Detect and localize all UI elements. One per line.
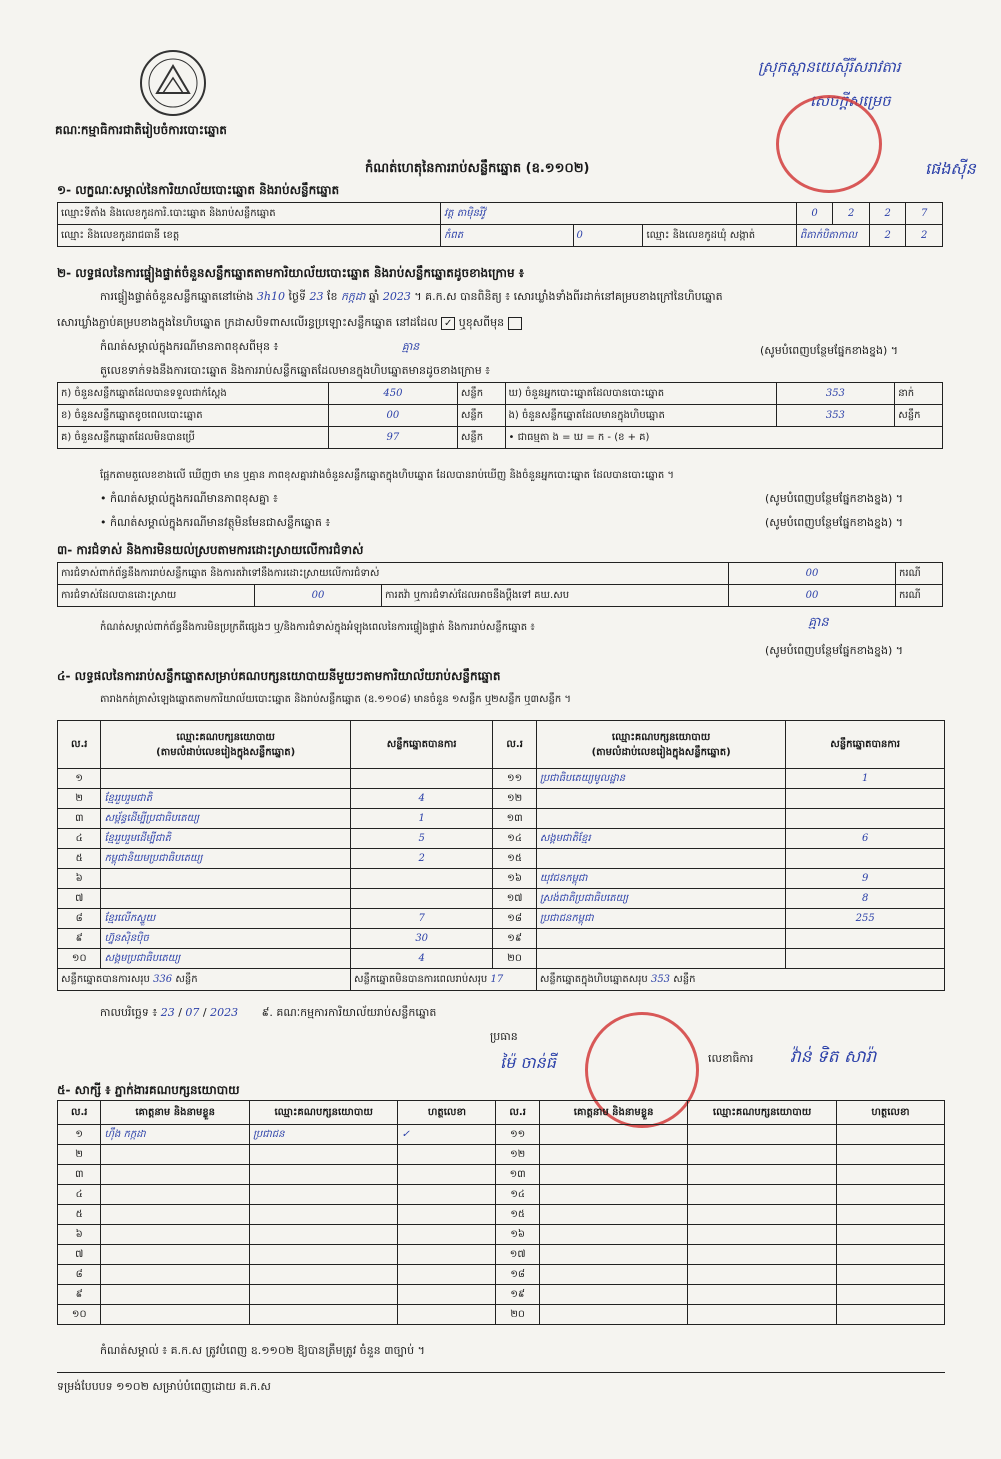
verification-time: 3h10 <box>256 290 285 303</box>
secretary-label: លេខាធិការ <box>708 1052 754 1065</box>
col-party-header <box>536 721 786 769</box>
result-row <box>58 849 945 869</box>
row-number: ២ <box>58 789 101 809</box>
col-party-header <box>101 721 351 769</box>
row-number: ២ <box>58 1145 101 1165</box>
figure-value: 00 <box>328 405 457 427</box>
verification-time-label: ការផ្ទៀងផ្ទាត់ចំនួនសន្លឹកឆ្នោតនៅម៉ោង <box>100 290 254 303</box>
witness-party <box>249 1245 398 1265</box>
witness-row <box>58 1185 945 1205</box>
witness-name <box>539 1185 688 1205</box>
vote-count <box>350 869 492 889</box>
official-stamp-top <box>776 95 882 193</box>
witness-name <box>101 1265 250 1285</box>
verification-day-label: ថ្ងៃទី <box>288 290 306 303</box>
col-no-header: ល.រ <box>493 721 536 769</box>
result-row <box>58 809 945 829</box>
code-digit: 2 <box>833 203 870 225</box>
section-1-table <box>57 202 943 247</box>
witness-name <box>101 1245 250 1265</box>
witness-party <box>249 1165 398 1185</box>
row-number: ៤ <box>58 829 101 849</box>
witness-signature <box>398 1225 496 1245</box>
changed-checkbox[interactable] <box>508 317 522 330</box>
polling-station-value: វត្ត តាម៉ិនរីវ៉ូ <box>441 203 797 225</box>
row-number: ១៨ <box>493 909 536 929</box>
witness-name <box>539 1205 688 1225</box>
party-name: ខ្មែររួបរួមជាតិ <box>101 789 351 809</box>
witness-party <box>688 1285 837 1305</box>
witness-row <box>58 1285 945 1305</box>
sum-box-cell <box>536 969 944 991</box>
party-header-text: ឈ្មោះគណបក្សនយោបាយ <box>176 731 275 743</box>
witness-name <box>539 1245 688 1265</box>
witness-signature <box>836 1305 944 1325</box>
figure-label: ខ) ចំនួនសន្លឹកឆ្នោតខូចពេលបោះឆ្នោត <box>58 405 329 427</box>
witness-name <box>539 1165 688 1185</box>
witness-party <box>688 1165 837 1185</box>
appeal-unit: ករណី <box>896 585 943 607</box>
vote-count <box>350 889 492 909</box>
figure-value: 353 <box>776 405 895 427</box>
witness-row <box>58 1225 945 1245</box>
row-number: ១២ <box>493 789 536 809</box>
foreign-object-note: • កំណត់សម្គាល់ក្នុងករណីមានវត្ថុមិនមែនជាសន្លឹកឆ្នោត ៖ <box>100 516 331 529</box>
province-value: កំពត <box>441 225 574 247</box>
sum-unit: សន្លឹក <box>175 974 198 985</box>
witness-party <box>688 1225 837 1245</box>
vote-count: 6 <box>786 829 945 849</box>
witness-signature <box>398 1145 496 1165</box>
code-digit: 0 <box>796 203 833 225</box>
figures-row <box>58 427 943 449</box>
tally-sheet-note: តារាងកត់ត្រាសំឡេងឆ្នោតតាមការិយាល័យបោះឆ្នោត និងរាប់សន្លឹកឆ្នោត (ឧ.១១០៨) មានចំនួន ១សន្លឹក ឬ២សន្លឹក ឬ៣សន្លឹក ។ <box>100 694 572 705</box>
witness-signature <box>398 1245 496 1265</box>
party-name <box>101 869 351 889</box>
verification-month: កក្កដា <box>340 290 366 303</box>
row-number: ៩ <box>58 929 101 949</box>
date-month: 07 <box>185 1006 200 1019</box>
verification-day: 23 <box>309 290 324 303</box>
foreign-object-tail: (សូមបំពេញបន្ថែមផ្នែកខាងខ្នង) ។ <box>765 516 904 529</box>
col-sign-header: ហត្ថលេខា <box>836 1101 944 1125</box>
note-tail: (សូមបំពេញបន្ថែមផ្នែកខាងខ្នង) ។ <box>760 344 899 357</box>
code-digit: 7 <box>906 203 943 225</box>
witness-row <box>58 1125 945 1145</box>
appeal-value: 00 <box>729 585 896 607</box>
figures-table <box>57 382 943 449</box>
witness-signature <box>398 1285 496 1305</box>
seal-text: សោរឃ្លាំងភ្ជាប់គម្របខាងក្នុងនៃហិបឆ្នោត ក្រដាសបិទពាសលើរន្ធប្រឡោះសន្លឹកឆ្នោត នៅដដែល <box>57 316 438 329</box>
row-number: ១៦ <box>493 869 536 889</box>
row-number: ១៤ <box>493 829 536 849</box>
figures-row <box>58 383 943 405</box>
figure-unit: សន្លឹក <box>457 427 505 449</box>
result-row <box>58 929 945 949</box>
row-number: ១០ <box>58 949 101 969</box>
sum-valid-cell <box>58 969 351 991</box>
witness-party <box>249 1145 398 1165</box>
result-row <box>58 949 945 969</box>
secretary-signature: វ៉ាន់ ទិត សារ៉ា <box>790 1047 877 1067</box>
row-number: ១៨ <box>496 1265 539 1285</box>
discrepancy-text: ផ្អែកតាមតួលេខខាងលើ ឃើញថា មាន ឬគ្មាន ភាពខុសគ្នារវាងចំនួនសន្លឹកឆ្នោតក្នុងហិបឆ្នោត ដែលបានរាប់ឃើញ និងចំនួនអ្នកបោះឆ្នោត ដែលបានបោះឆ្នោត ។ <box>100 470 675 481</box>
witness-party <box>249 1225 398 1245</box>
figures-row <box>58 405 943 427</box>
result-row <box>58 869 945 889</box>
irregularity-tail: (សូមបំពេញបន្ថែមផ្នែកខាងខ្នង) ។ <box>765 644 904 657</box>
witness-signature: ✓ <box>398 1125 496 1145</box>
fill-note: កំណត់សម្គាល់ ៖ គ.ក.ស ត្រូវបំពេញ ឧ.១១០២ ឱ្យបានត្រឹមត្រូវ ចំនួន ៣ច្បាប់ ។ <box>100 1344 425 1357</box>
witness-party <box>688 1205 837 1225</box>
party-header-sub: (តាមលំដាប់លេខរៀងក្នុងសន្លឹកឆ្នោត) <box>156 746 296 758</box>
section-4-title: ៤- លទ្ធផលនៃការរាប់សន្លឹកឆ្នោតសម្រាប់គណបក្សនយោបាយនីមួយៗតាមការិយាល័យរាប់សន្លឹកឆ្នោត <box>57 669 501 683</box>
party-name <box>101 769 351 789</box>
col-party-header: ឈ្មោះគណបក្សនយោបាយ <box>688 1101 837 1125</box>
sum-box-label: សន្លឹកឆ្នោតក្នុងហិបឆ្នោតសរុប <box>539 974 648 985</box>
vote-count <box>786 809 945 829</box>
note-line <box>100 340 419 356</box>
objections-value: 00 <box>729 563 896 585</box>
vote-count: 2 <box>350 849 492 869</box>
witness-name: ហ៊ឹង កក្កដា <box>101 1125 250 1145</box>
witness-name <box>101 1185 250 1205</box>
witness-name <box>539 1265 688 1285</box>
party-name <box>536 929 786 949</box>
verification-year: 2023 <box>382 290 411 303</box>
witness-name <box>101 1165 250 1185</box>
row-number: ១៧ <box>496 1245 539 1265</box>
witness-party <box>249 1305 398 1325</box>
row-number: ១០ <box>58 1305 101 1325</box>
witness-table <box>57 1100 945 1325</box>
row-number: ៣ <box>58 809 101 829</box>
row-number: ១៩ <box>496 1285 539 1305</box>
results-table <box>57 720 945 991</box>
sum-valid-label: សន្លឹកឆ្នោតបានការសរុប <box>61 974 150 985</box>
witness-signature <box>398 1185 496 1205</box>
witness-name <box>101 1145 250 1165</box>
witness-party <box>249 1205 398 1225</box>
witness-party <box>249 1185 398 1205</box>
party-name <box>536 949 786 969</box>
witness-signature <box>398 1165 496 1185</box>
section-2-title: ២- លទ្ធផលនៃការផ្ទៀងផ្ទាត់ចំនួនសន្លឹកឆ្នោតតាមការិយាល័យបោះឆ្នោត និងរាប់សន្លឹកឆ្នោតដូចខាងក្រោម ៖ <box>57 266 525 280</box>
witness-signature <box>836 1225 944 1245</box>
sum-invalid-value: 17 <box>490 974 504 985</box>
vote-count: 9 <box>786 869 945 889</box>
witness-name <box>539 1305 688 1325</box>
col-votes-header: សន្លឹកឆ្នោតបានការ <box>786 721 945 769</box>
figure-label: ឃ) ចំនួនអ្នកបោះឆ្នោតដែលបានបោះឆ្នោត <box>505 383 776 405</box>
row-number: ១៣ <box>496 1165 539 1185</box>
witness-signature <box>836 1245 944 1265</box>
figures-intro: តួលេខទាក់ទងនឹងការបោះឆ្នោត និងការរាប់សន្លឹកឆ្នោតដែលមានក្នុងហិបឆ្នោតមានដូចខាងក្រោម ៖ <box>100 364 491 377</box>
verification-line <box>100 290 723 306</box>
seal-check-line <box>57 316 522 332</box>
row-number: ៦ <box>58 1225 101 1245</box>
col-no-header: ល.រ <box>496 1101 539 1125</box>
witness-row <box>58 1145 945 1165</box>
commune-code: 2 <box>906 225 943 247</box>
date-label: កាលបរិច្ឆេទ ៖ <box>100 1006 158 1019</box>
witness-party <box>688 1185 837 1205</box>
vote-count: 30 <box>350 929 492 949</box>
party-name: កម្ពុជានិយមប្រជាធិបតេយ្យ <box>101 849 351 869</box>
row-number: ៣ <box>58 1165 101 1185</box>
witness-signature <box>398 1265 496 1285</box>
row-number: ១៥ <box>493 849 536 869</box>
vote-count <box>786 849 945 869</box>
resolved-value: 00 <box>255 585 382 607</box>
appeal-label: ការតវ៉ា ឬការជំទាស់ដែលអាចនឹងប្ដឹងទៅ គឃ.សប <box>382 585 729 607</box>
vote-count: 8 <box>786 889 945 909</box>
chair-label: ប្រធាន <box>490 1030 518 1043</box>
col-name-header: គោត្តនាម និងនាមខ្លួន <box>539 1101 688 1125</box>
witness-name <box>539 1145 688 1165</box>
party-name <box>101 889 351 909</box>
row-number: ១៦ <box>496 1225 539 1245</box>
section-3-title: ៣- ការជំទាស់ និងការមិនយល់ស្របតាមការដោះស្រាយលើការជំទាស់ <box>57 543 364 557</box>
objections-table <box>57 562 943 607</box>
vote-count: 5 <box>350 829 492 849</box>
figure-value: 450 <box>328 383 457 405</box>
commune-label: ឈ្មោះ និងលេខកូដឃុំ សង្កាត់ <box>643 225 796 247</box>
date-year: 2023 <box>210 1006 239 1019</box>
figure-value: 353 <box>776 383 895 405</box>
figure-label: ង) ចំនួនសន្លឹកឆ្នោតដែលមានក្នុងហិបឆ្នោត <box>505 405 776 427</box>
row-number: ៧ <box>58 1245 101 1265</box>
party-name: ប្រជាធិបតេយ្យមូលដ្ឋាន <box>536 769 786 789</box>
row-number: ៥ <box>58 849 101 869</box>
party-name: សង្គមប្រជាធិបតេយ្យ <box>101 949 351 969</box>
vote-count: 4 <box>350 789 492 809</box>
row-number: ១៩ <box>493 929 536 949</box>
row-number: ១៥ <box>496 1205 539 1225</box>
row-number: ៤ <box>58 1185 101 1205</box>
committee-label: ៩. គណៈកម្មការការិយាល័យរាប់សន្លឹកឆ្នោត <box>261 1006 437 1019</box>
witness-signature <box>836 1185 944 1205</box>
result-row <box>58 829 945 849</box>
row-number: ១២ <box>496 1145 539 1165</box>
resolved-label: ការជំទាស់ដែលបានដោះស្រាយ <box>58 585 255 607</box>
result-row <box>58 909 945 929</box>
figure-label: គ) ចំនួនសន្លឹកឆ្នោតដែលមិនបានប្រើ <box>58 427 329 449</box>
witness-name <box>101 1305 250 1325</box>
row-number: ៨ <box>58 909 101 929</box>
witness-signature <box>398 1205 496 1225</box>
objections-label: ការជំទាស់ពាក់ព័ន្ធនឹងការរាប់សន្លឹកឆ្នោត និងការតវ៉ាទៅនឹងការដោះស្រាយលើការជំទាស់ <box>58 563 729 585</box>
verification-text: ។ គ.ក.ស បានពិនិត្យ ៖ សោរឃ្លាំងទាំងពីរដាក់នៅគម្របខាងក្រៅនៃហិបឆ្នោត <box>414 290 723 303</box>
irregularity-value: គ្មាន <box>808 615 829 630</box>
col-no-header: ល.រ <box>58 721 101 769</box>
row-number: ១៤ <box>496 1185 539 1205</box>
verification-year-label: ឆ្នាំ <box>368 290 380 303</box>
form-title: កំណត់ហេតុនៃការរាប់សន្លឹកឆ្នោត (ឧ.១១០២) <box>365 161 590 176</box>
sum-valid-value: 336 <box>153 974 173 985</box>
unchanged-checkbox[interactable]: ✓ <box>441 317 455 330</box>
vote-count: 1 <box>786 769 945 789</box>
witness-row <box>58 1205 945 1225</box>
objections-unit: ករណី <box>896 563 943 585</box>
witness-name <box>101 1285 250 1305</box>
witness-party <box>249 1285 398 1305</box>
province-label: ឈ្មោះ និងលេខកូដរាជធានី ខេត្ត <box>58 225 441 247</box>
party-name: ស្រង់ជាតិប្រជាធិបតេយ្យ <box>536 889 786 909</box>
witness-signature <box>398 1305 496 1325</box>
witness-signature <box>836 1265 944 1285</box>
irregularity-note: កំណត់សម្គាល់ពាក់ព័ន្ធនឹងការមិនប្រក្រតីផ្សេងៗ ឬ/និងការជំទាស់ក្នុងអំឡុងពេលនៃការផ្ទៀងផ្ទាត់ និងការរាប់សន្លឹកឆ្នោត ៖ <box>100 622 535 633</box>
figure-label: ក) ចំនួនសន្លឹកឆ្នោតដែលបានទទួលជាក់ស្តែង <box>58 383 329 405</box>
vote-count <box>786 929 945 949</box>
witness-signature <box>836 1165 944 1185</box>
result-row <box>58 789 945 809</box>
party-name <box>536 789 786 809</box>
vote-count <box>786 789 945 809</box>
figure-unit: សន្លឹក <box>457 383 505 405</box>
witness-signature <box>836 1205 944 1225</box>
party-name: សម្ព័ន្ធដើម្បីប្រជាធិបតេយ្យ <box>101 809 351 829</box>
row-number: ១១ <box>493 769 536 789</box>
handwritten-note-2: សេចក្ដីសម្រេច <box>810 92 891 110</box>
witness-name <box>539 1285 688 1305</box>
party-name: សង្គមជាតិខ្មែរ <box>536 829 786 849</box>
witness-name <box>539 1125 688 1145</box>
witness-party <box>249 1265 398 1285</box>
witness-name <box>101 1225 250 1245</box>
footer-text: ទម្រង់បែបបទ ១១០២ សម្រាប់បំពេញដោយ គ.ក.ស <box>57 1380 271 1393</box>
figure-value: 97 <box>328 427 457 449</box>
witness-row <box>58 1245 945 1265</box>
result-row <box>58 769 945 789</box>
row-number: ៧ <box>58 889 101 909</box>
note-value: គ្មាន <box>401 340 420 353</box>
party-name <box>536 849 786 869</box>
vote-count: 7 <box>350 909 492 929</box>
party-header-text: ឈ្មោះគណបក្សនយោបាយ <box>611 731 711 743</box>
row-number: ១៣ <box>493 809 536 829</box>
vote-count: 4 <box>350 949 492 969</box>
row-number: ២០ <box>496 1305 539 1325</box>
witness-party <box>688 1125 837 1145</box>
witness-party <box>688 1305 837 1325</box>
figure-unit: សន្លឹក <box>457 405 505 427</box>
col-votes-header: សន្លឹកឆ្នោតបានការ <box>350 721 492 769</box>
witness-signature <box>836 1125 944 1145</box>
figure-unit: នាក់ <box>895 383 943 405</box>
sum-invalid-label: សន្លឹកឆ្នោតមិនបានការពេលរាប់សរុប <box>353 974 488 985</box>
figure-unit: សន្លឹក <box>895 405 943 427</box>
col-sign-header: ហត្ថលេខា <box>398 1101 496 1125</box>
polling-station-label: ឈ្មោះទីតាំង និងលេខកូដការិ.បោះឆ្នោត និងរាប់សន្លឹកឆ្នោត <box>58 203 441 225</box>
witness-row <box>58 1265 945 1285</box>
party-name: ខ្មែរលើកស្ទួយ <box>101 909 351 929</box>
org-name: គណៈកម្មាធិការជាតិរៀបចំការបោះឆ្នោត <box>55 123 227 137</box>
section-5-title: ៥- សាក្សី ៖ ភ្នាក់ងារគណបក្សនយោបាយ <box>57 1083 240 1097</box>
row-number: ៩ <box>58 1285 101 1305</box>
vote-count <box>350 769 492 789</box>
party-name: ខ្មែររួបរួមដើម្បីជាតិ <box>101 829 351 849</box>
discrepancy-note: • កំណត់សម្គាល់ក្នុងករណីមានភាពខុសគ្នា ៖ <box>100 492 278 505</box>
date-day: 23 <box>160 1006 175 1019</box>
row-number: ២០ <box>493 949 536 969</box>
col-no-header: ល.រ <box>58 1101 101 1125</box>
witness-party <box>688 1265 837 1285</box>
party-name: ហ្វ៊ុនស៊ិនប៉ិច <box>101 929 351 949</box>
row-number: ១ <box>58 769 101 789</box>
witness-name <box>539 1225 688 1245</box>
witness-signature <box>836 1145 944 1165</box>
row-number: ១១ <box>496 1125 539 1145</box>
commune-code: 2 <box>869 225 906 247</box>
party-name: យុវជនកម្ពុជា <box>536 869 786 889</box>
verification-month-label: ខែ <box>326 290 338 303</box>
commune-value: ពិតាក់បិតាកាល <box>796 225 869 247</box>
vote-count: 1 <box>350 809 492 829</box>
formula-text: • ជាធម្មតា ង = ឃ = ក - (ខ + គ) <box>505 427 942 449</box>
row-number: ១ <box>58 1125 101 1145</box>
nec-logo-icon <box>135 48 211 118</box>
row-number: ៦ <box>58 869 101 889</box>
sum-invalid-cell <box>350 969 536 991</box>
changed-label: ឬខុសពីមុន <box>458 316 505 329</box>
witness-name <box>101 1205 250 1225</box>
row-number: ៥ <box>58 1205 101 1225</box>
party-header-sub: (តាមលំដាប់លេខរៀងក្នុងសន្លឹកឆ្នោត) <box>591 746 731 758</box>
sum-unit: សន្លឹក <box>673 974 696 985</box>
witness-row <box>58 1305 945 1325</box>
vote-count <box>786 949 945 969</box>
section-1-title: ១- លក្ខណៈសម្គាល់នៃការិយាល័យបោះឆ្នោត និងរាប់សន្លឹកឆ្នោត <box>57 183 340 197</box>
footer-divider <box>57 1372 945 1373</box>
date-line: កាលបរិច្ឆេទ ៖ 23 / 07 / 2023 ៩. គណៈកម្មការការិយាល័យរាប់សន្លឹកឆ្នោត <box>100 1006 437 1019</box>
chair-signature: ម៉ៃ ចាន់ធី <box>500 1053 556 1072</box>
row-number: ៨ <box>58 1265 101 1285</box>
sum-box-value: 353 <box>650 974 671 985</box>
province-code: 0 <box>573 225 643 247</box>
code-digit: 2 <box>869 203 906 225</box>
witness-row <box>58 1165 945 1185</box>
col-name-header: គោត្តនាម និងនាមខ្លួន <box>101 1101 250 1125</box>
witness-party <box>688 1145 837 1165</box>
col-party-header: ឈ្មោះគណបក្សនយោបាយ <box>249 1101 398 1125</box>
result-row <box>58 889 945 909</box>
note-label: កំណត់សម្គាល់ក្នុងករណីមានភាពខុសពីមុន ៖ <box>100 340 279 353</box>
witness-party: ប្រជាជន <box>249 1125 398 1145</box>
witness-party <box>688 1245 837 1265</box>
witness-signature <box>836 1285 944 1305</box>
handwritten-signature-top: ផេងស៊ីន <box>925 159 976 178</box>
vote-count: 255 <box>786 909 945 929</box>
party-name <box>536 809 786 829</box>
handwritten-note-1: ស្រុកស្ពានយេស៊ីរីសរាវតារ <box>758 58 901 76</box>
party-name: ប្រជាជនកម្ពុជា <box>536 909 786 929</box>
row-number: ១៧ <box>493 889 536 909</box>
discrepancy-tail: (សូមបំពេញបន្ថែមផ្នែកខាងខ្នង) ។ <box>765 492 904 505</box>
